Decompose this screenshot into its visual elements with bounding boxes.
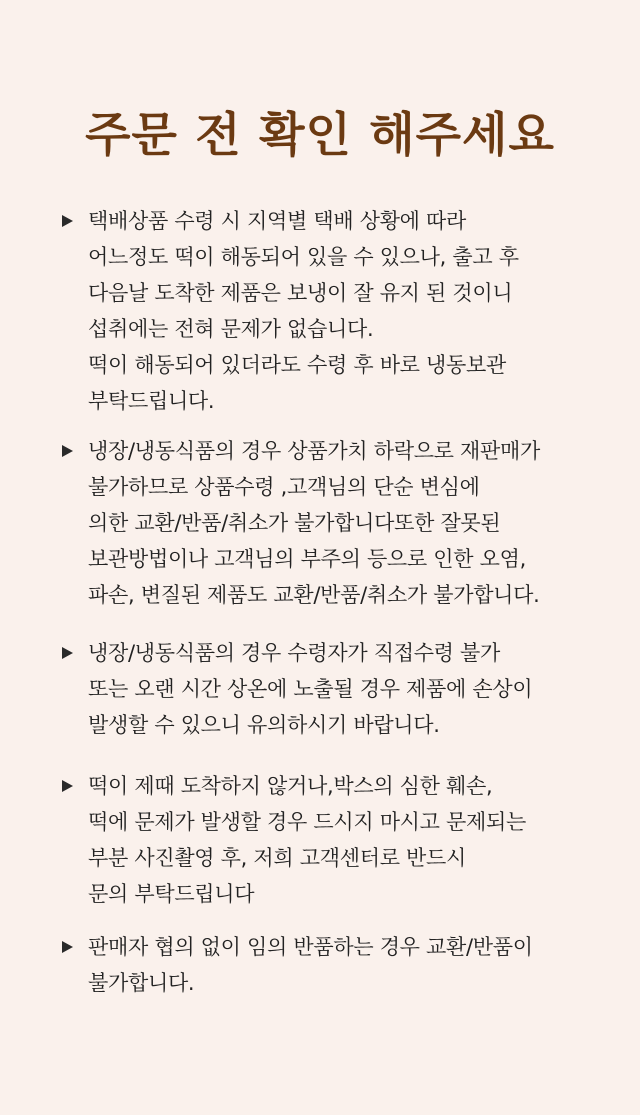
notice-line: 섭취에는 전혀 문제가 없습니다. <box>88 317 374 341</box>
notice-line: 또는 오랜 시간 상온에 노출될 경우 제품에 손상이 <box>88 677 533 701</box>
notice-line: 문의 부탁드립니다 <box>88 882 255 906</box>
notice-line: 발생할 수 있으니 유의하시기 바랍니다. <box>88 713 440 737</box>
page-title: 주문 전 확인 해주세요 <box>85 108 555 163</box>
triangle-right-icon <box>62 929 76 965</box>
notice-line: 다음날 도착한 제품은 보냉이 잘 유지 된 것이니 <box>88 281 513 305</box>
notice-line: 파손, 변질된 제품도 교환/반품/취소가 불가합니다. <box>88 583 540 607</box>
notice-line: 떡에 문제가 발생할 경우 드시지 마시고 문제되는 <box>88 810 526 834</box>
notice-line: 불가합니다. <box>88 971 195 995</box>
notice-line: 어느정도 떡이 해동되어 있을 수 있으나, 출고 후 <box>88 245 519 269</box>
notice-line: 냉장/냉동식품의 경우 수령자가 직접수령 불가 <box>88 641 501 665</box>
notice-line: 불가하므로 상품수령 ,고객님의 단순 변심에 <box>88 475 480 499</box>
triangle-right-icon <box>62 203 76 239</box>
notice-line: 부분 사진촬영 후, 저희 고객센터로 반드시 <box>88 846 467 870</box>
notice-line: 떡이 해동되어 있더라도 수령 후 바로 냉동보관 <box>88 353 506 377</box>
notice-line: 택배상품 수령 시 지역별 택배 상황에 따라 <box>88 209 467 233</box>
notice-line: 냉장/냉동식품의 경우 상품가치 하락으로 재판매가 <box>88 439 540 463</box>
notice-line: 보관방법이나 고객님의 부주의 등으로 인한 오염, <box>88 547 526 571</box>
notice-line: 의한 교환/반품/취소가 불가합니다또한 잘못된 <box>88 511 501 535</box>
notice-line: 부탁드립니다. <box>88 389 215 413</box>
notice-line: 떡이 제때 도착하지 않거나,박스의 심한 훼손, <box>88 774 493 798</box>
triangle-right-icon <box>62 768 76 804</box>
triangle-right-icon <box>62 433 76 469</box>
triangle-right-icon <box>62 635 76 671</box>
notice-line: 판매자 협의 없이 임의 반품하는 경우 교환/반품이 <box>88 935 533 959</box>
